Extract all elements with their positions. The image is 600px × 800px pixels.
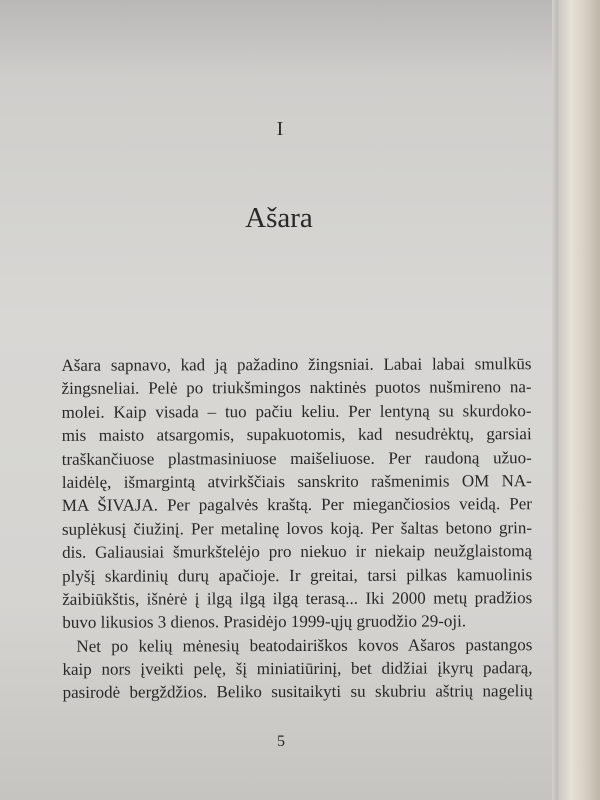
text-line: plyšį skardinių durų apačioje. Ir greitai, tarsi pilkas kamuolinis	[62, 564, 533, 586]
text-line: žaibiūkštis, išnėrė į ilgą ilgą ilgą terasą... Iki 2000 metų pradžios	[62, 588, 533, 609]
text-line: molei. Kaip visada – tuo pačiu keliu. Per lentyną su skurdoko-	[61, 400, 532, 422]
text-line: mis maisto atsargomis, supakuotomis, kad nesudrėktų, garsiai	[61, 424, 532, 445]
page-number: 5	[277, 733, 285, 750]
text-line: pasirodė bergždžios. Beliko susitaikyti su skubriu aštrių nagelių	[62, 681, 533, 703]
text-line: Net po kelių mėnesių beatodairiškos kovos Ašaros pastangos	[76, 634, 533, 656]
text-line: Ašara sapnavo, kad ją pažadino žingsniai. Labai labai smulkūs	[61, 354, 532, 375]
text-line: traškančiuose plastmasiniuose maišeliuose. Per raudoną užuo-	[61, 447, 532, 469]
text-line: žingsneliai. Pelė po triukšmingos naktinės puotos nušmireno na-	[61, 377, 532, 399]
chapter-title: Ašara	[245, 202, 313, 234]
text-line: kaip nors įveikti pelę, šį miniatiūrinį, bet didžiai įkyrų padarą,	[62, 658, 533, 679]
chapter-number: I	[276, 118, 284, 140]
text-line: dis. Galiausiai šmurkštelėjo pro niekuo ir niekaip neužglaistomą	[62, 541, 533, 562]
text-line: suplėkusį čiužinį. Per metalinę lovos koją. Per šaltas betono grin-	[61, 517, 533, 539]
body-text	[61, 352, 532, 704]
text-line: MA ŠIVAJA. Per pagalvės kraštą. Per miegančiosios veidą. Per	[61, 494, 532, 516]
text-line: buvo likusios 3 dienos. Prasidėjo 1999-ųjų gruodžio 29-oji.	[62, 611, 467, 633]
text-line: laidėlę, išmargintą atvirkščiais sanskrito rašmenimis OM NA-	[61, 471, 532, 492]
page-edge	[558, 0, 600, 800]
